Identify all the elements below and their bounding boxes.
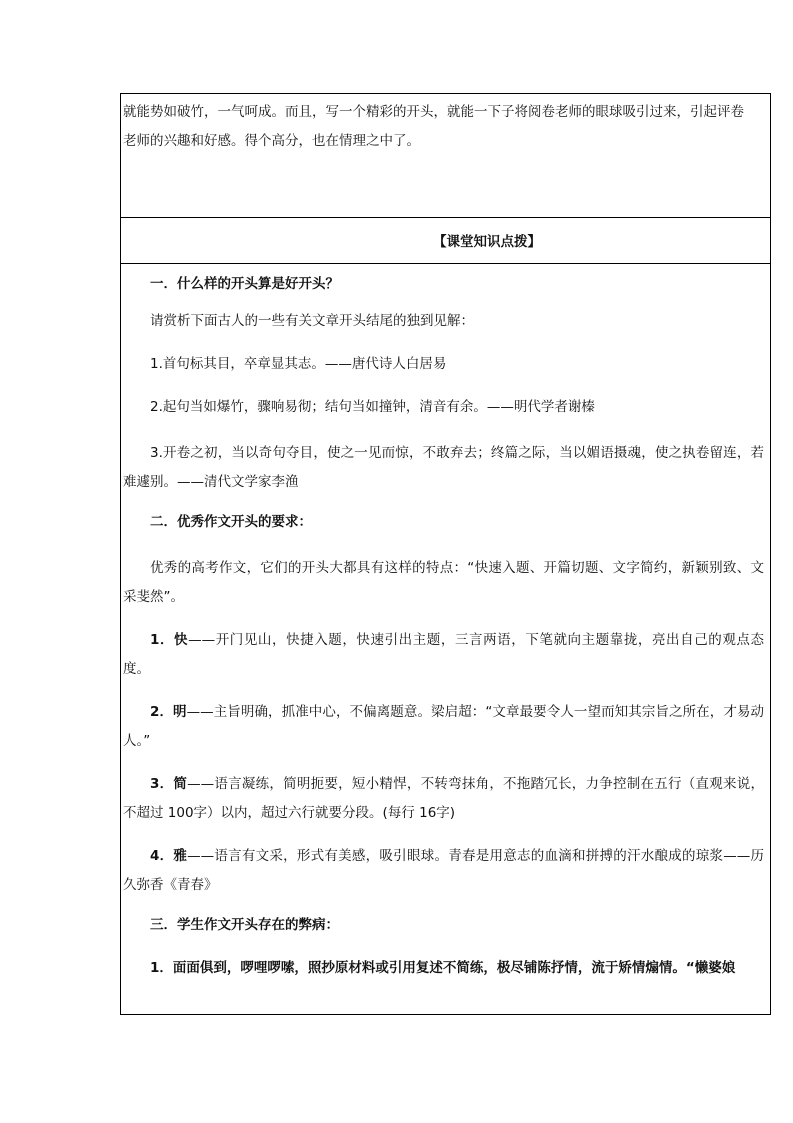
issue-1: 1．面面俱到，啰哩啰嗦，照抄原材料或引用复述不简练，极尽铺陈抒情，流于矫情煽情。“懒婆娘 bbox=[150, 960, 736, 976]
requirement-4-text: ——语言有文采，形式有美感，吸引眼球。青春是用意志的血滴和拼搏的汗水酿成的琼浆——历久弥香《青春》 bbox=[123, 848, 764, 893]
requirement-2-text: ——主旨明确，抓准中心，不偏离题意。梁启超：“文章最要令人一望而知其宗旨之所在，才易动人。” bbox=[123, 704, 764, 749]
requirement-2-lead: 2．明 bbox=[150, 704, 187, 720]
requirement-2 bbox=[123, 698, 764, 756]
paragraph-2: 优秀的高考作文，它们的开头大都具有这样的特点：“快速入题、开篇切题、文字简约，新颖别致、文采斐然”。 bbox=[123, 560, 764, 605]
requirement-1-text: ——开门见山，快捷入题，快速引出主题，三言两语，下笔就向主题靠拢，亮出自己的观点态度。 bbox=[123, 632, 764, 677]
requirement-1 bbox=[123, 626, 764, 684]
intro-cell bbox=[121, 98, 770, 156]
heading-3: 三．学生作文开头存在的弊病： bbox=[150, 917, 339, 933]
requirement-4 bbox=[123, 842, 764, 900]
requirement-3-text: ——语言凝练，简明扼要，短小精悍，不转弯抹角，不拖踏冗长，力争控制在五行（直观来说，不超过 100字）以内，超过六行就要分段。(每行 16字) bbox=[123, 776, 764, 821]
requirement-1-lead: 1．快 bbox=[150, 632, 189, 648]
knowledge-cell bbox=[121, 265, 770, 980]
heading-1: 一．什么样的开头算是好开头？ bbox=[150, 276, 339, 292]
section-header: 【课堂知识点拨】 bbox=[433, 234, 541, 250]
content-table bbox=[120, 93, 771, 1015]
heading-2: 二．优秀作文开头的要求： bbox=[150, 514, 312, 530]
requirement-4-lead: 4．雅 bbox=[150, 848, 188, 864]
intro-line-1: 就能势如破竹，一气呵成。而且，写一个精彩的开头，就能一下子将阅卷老师的眼球吸引过来，引起评卷 bbox=[123, 104, 744, 120]
requirement-3 bbox=[123, 770, 764, 828]
section-header-cell bbox=[121, 218, 770, 263]
quote-3: 3.开卷之初，当以奇句夺目，使之一见而惊，不敢弃去；终篇之际，当以媚语摄魂，使之执卷留连，若难遽别。——清代文学家李渔 bbox=[123, 445, 764, 490]
quote-2: 2.起句当如爆竹，骤响易彻；结句当如撞钟，清音有余。——明代学者谢榛 bbox=[150, 399, 595, 415]
intro-line-2: 老师的兴趣和好感。得个高分，也在情理之中了。 bbox=[123, 133, 420, 149]
paragraph-1: 请赏析下面古人的一些有关文章开头结尾的独到见解： bbox=[150, 313, 474, 329]
requirement-3-lead: 3．简 bbox=[150, 776, 188, 792]
table-divider-2 bbox=[121, 263, 770, 264]
quote-1: 1.首句标其目，卒章显其志。——唐代诗人白居易 bbox=[150, 356, 447, 372]
